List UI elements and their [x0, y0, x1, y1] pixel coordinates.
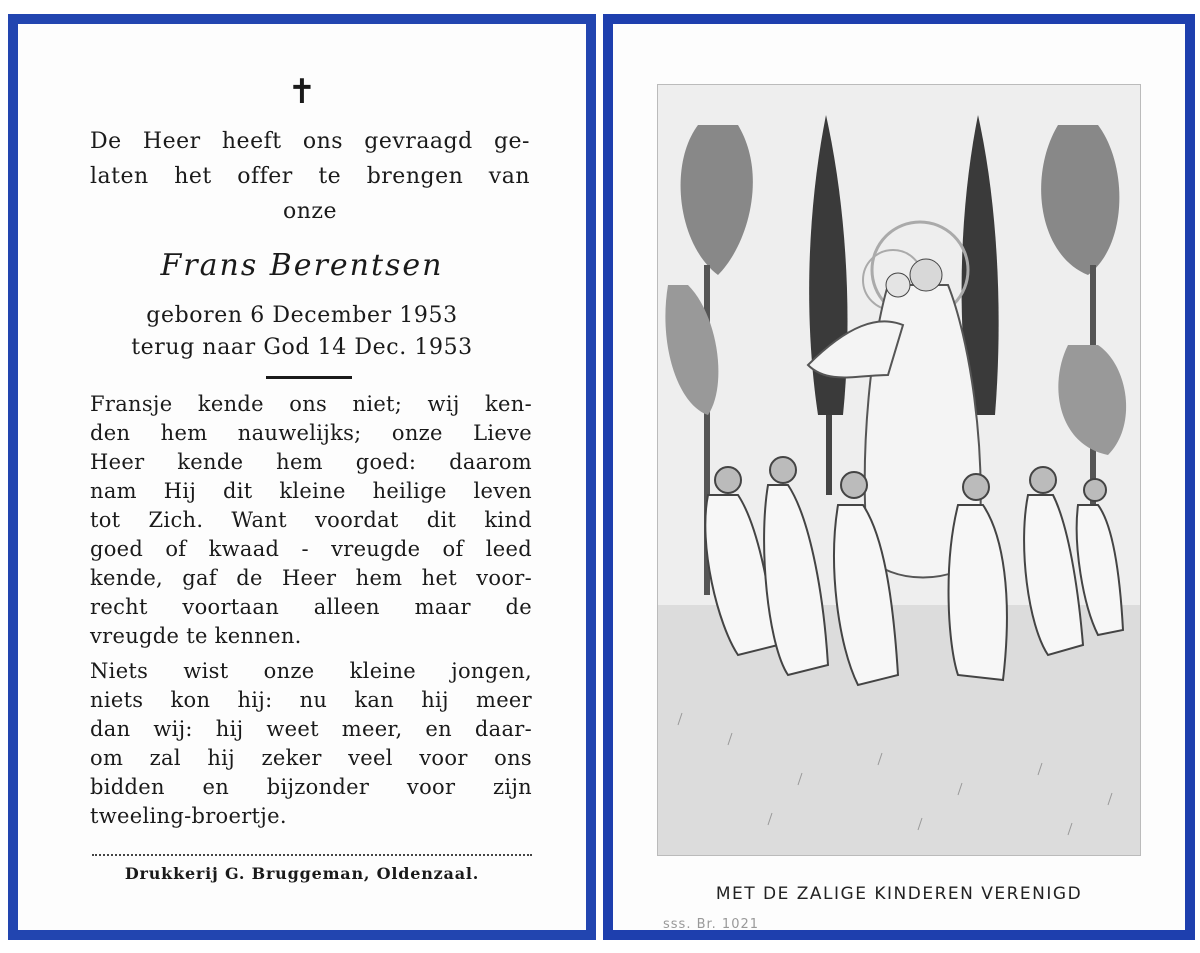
print-code: sss. Br. 1021 — [663, 917, 760, 932]
text-line: om zal hij zeker veel voor ons — [90, 746, 532, 770]
birth-date: geboren 6 December 1953 — [146, 303, 458, 328]
printer-credit: Drukkerij G. Bruggeman, Oldenzaal. — [124, 864, 480, 883]
intro-line: De Heer heeft ons gevraagd ge- — [90, 129, 530, 154]
illustration-drawing — [658, 85, 1140, 855]
dotted-divider — [92, 854, 532, 856]
text-line: goed of kwaad - vreugde of leed — [90, 537, 532, 561]
text-line: Heer kende hem goed: daarom — [90, 450, 532, 474]
life-dates — [18, 300, 586, 364]
text-line: recht voortaan alleen maar de — [90, 595, 532, 619]
death-date: terug naar God 14 Dec. 1953 — [131, 335, 473, 360]
intro-line: onze — [282, 199, 338, 224]
text-line: vreugde te kennen. — [90, 624, 302, 648]
deceased-name: Frans Berentsen — [160, 248, 444, 283]
memorial-card-picture-side — [603, 14, 1195, 940]
text-line: tweeling-broertje. — [90, 804, 287, 828]
paragraph-2 — [90, 657, 532, 831]
intro-text — [90, 124, 530, 229]
text-line: dan wij: hij weet meer, en daar- — [90, 717, 532, 741]
text-line: niets kon hij: nu kan hij meer — [90, 688, 532, 712]
card-caption: MET DE ZALIGE KINDEREN VERENIGD — [715, 884, 1083, 904]
text-line: tot Zich. Want voordat dit kind — [90, 508, 532, 532]
intro-line: laten het offer te brengen van — [90, 164, 530, 189]
memorial-card-text-side — [8, 14, 596, 940]
paragraph-1 — [90, 390, 532, 651]
text-line: Fransje kende ons niet; wij ken- — [90, 392, 532, 416]
divider-rule — [266, 376, 352, 379]
text-line: kende, gaf de Heer hem het voor- — [90, 566, 532, 590]
text-line: nam Hij dit kleine heilige leven — [90, 479, 532, 503]
body-text — [90, 390, 532, 831]
text-line: den hem nauwelijks; onze Lieve — [90, 421, 532, 445]
text-line: bidden en bijzonder voor zijn — [90, 775, 532, 799]
cross-icon: ✝ — [287, 72, 317, 112]
text-line: Niets wist onze kleine jongen, — [90, 659, 532, 683]
madonna-children-illustration — [657, 84, 1141, 856]
